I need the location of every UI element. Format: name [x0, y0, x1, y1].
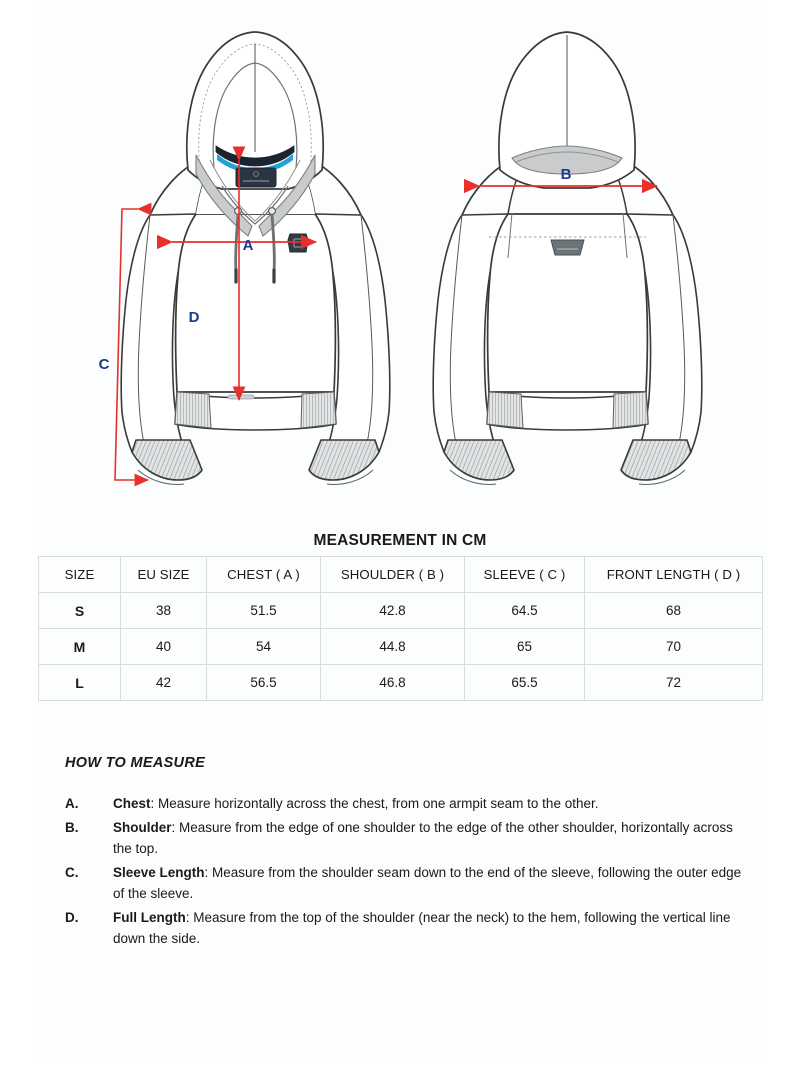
cell-front-length: 68 — [585, 593, 763, 629]
instruction-body: : Measure from the edge of one shoulder to the edge of the other shoulder, horizontally across the top. — [113, 819, 733, 856]
cell-eu-size: 40 — [121, 629, 207, 665]
table-row — [39, 629, 763, 665]
how-to-measure-list — [65, 793, 755, 952]
cell-size: L — [39, 665, 121, 701]
instruction-letter: B. — [65, 819, 79, 835]
left-eyelet-icon — [235, 208, 242, 215]
instruction-term: Shoulder — [113, 819, 172, 835]
front-length-marker-label: D — [188, 309, 200, 326]
instruction-body: : Measure from the shoulder seam down to the end of the sleeve, following the outer edge of the sleeve. — [113, 864, 742, 901]
how-to-measure-title: HOW TO MEASURE — [65, 755, 206, 771]
cell-front-length: 72 — [585, 665, 763, 701]
instruction-body: : Measure horizontally across the chest, from one armpit seam to the other. — [150, 796, 599, 811]
instruction-item-full-length — [65, 907, 755, 950]
cell-front-length: 70 — [585, 629, 763, 665]
cell-eu-size: 38 — [121, 593, 207, 629]
cell-shoulder: 42.8 — [321, 593, 465, 629]
chest-badge-patch — [288, 234, 308, 252]
instruction-body: : Measure from the top of the shoulder (near the neck) to the hem, following the vertical line down the side. — [113, 909, 731, 946]
cell-chest: 51.5 — [207, 593, 321, 629]
size-table — [38, 556, 763, 701]
column-header-size: SIZE — [39, 557, 121, 593]
instruction-letter: A. — [65, 796, 79, 811]
cell-sleeve: 65.5 — [465, 665, 585, 701]
measurement-title: MEASUREMENT IN CM — [313, 532, 487, 549]
instruction-letter: C. — [65, 864, 79, 880]
sleeve-marker-label: C — [98, 356, 110, 373]
waistband-right-rib — [301, 392, 336, 428]
column-header-front-length: FRONT LENGTH ( D ) — [585, 557, 763, 593]
instruction-term: Sleeve Length — [113, 864, 205, 880]
waistband-tab — [228, 395, 254, 399]
instruction-item-sleeve — [65, 862, 755, 905]
right-eyelet-icon — [269, 208, 276, 215]
back-view-group — [433, 32, 702, 484]
chest-marker-label: A — [242, 237, 254, 254]
neck-label-patch — [236, 168, 276, 187]
column-header-chest: CHEST ( A ) — [207, 557, 321, 593]
table-row — [39, 665, 763, 701]
front-view-group — [121, 32, 390, 484]
instruction-item-chest — [65, 793, 755, 815]
back-waistband-left-rib — [487, 392, 523, 428]
instruction-text — [113, 907, 753, 950]
table-header-row — [39, 557, 763, 593]
cell-chest: 54 — [207, 629, 321, 665]
instruction-text — [113, 793, 598, 815]
instruction-term: Chest — [113, 796, 151, 811]
column-header-shoulder: SHOULDER ( B ) — [321, 557, 465, 593]
instruction-term: Full Length — [113, 909, 186, 925]
front-body — [176, 214, 336, 392]
column-header-sleeve: SLEEVE ( C ) — [465, 557, 585, 593]
cell-eu-size: 42 — [121, 665, 207, 701]
cell-shoulder: 44.8 — [321, 629, 465, 665]
instruction-letter: D. — [65, 909, 79, 925]
instruction-item-shoulder — [65, 817, 755, 860]
column-header-eu-size: EU SIZE — [121, 557, 207, 593]
instruction-text — [113, 862, 753, 905]
shoulder-marker-label: B — [560, 166, 572, 183]
instruction-text — [113, 817, 753, 860]
back-waistband-right-rib — [613, 392, 648, 428]
cell-size: S — [39, 593, 121, 629]
garment-illustration — [0, 0, 800, 520]
waistband-left-rib — [175, 392, 211, 428]
cell-size: M — [39, 629, 121, 665]
cell-shoulder: 46.8 — [321, 665, 465, 701]
back-patch — [551, 240, 584, 255]
cell-sleeve: 65 — [465, 629, 585, 665]
cell-chest: 56.5 — [207, 665, 321, 701]
table-row — [39, 593, 763, 629]
cell-sleeve: 64.5 — [465, 593, 585, 629]
